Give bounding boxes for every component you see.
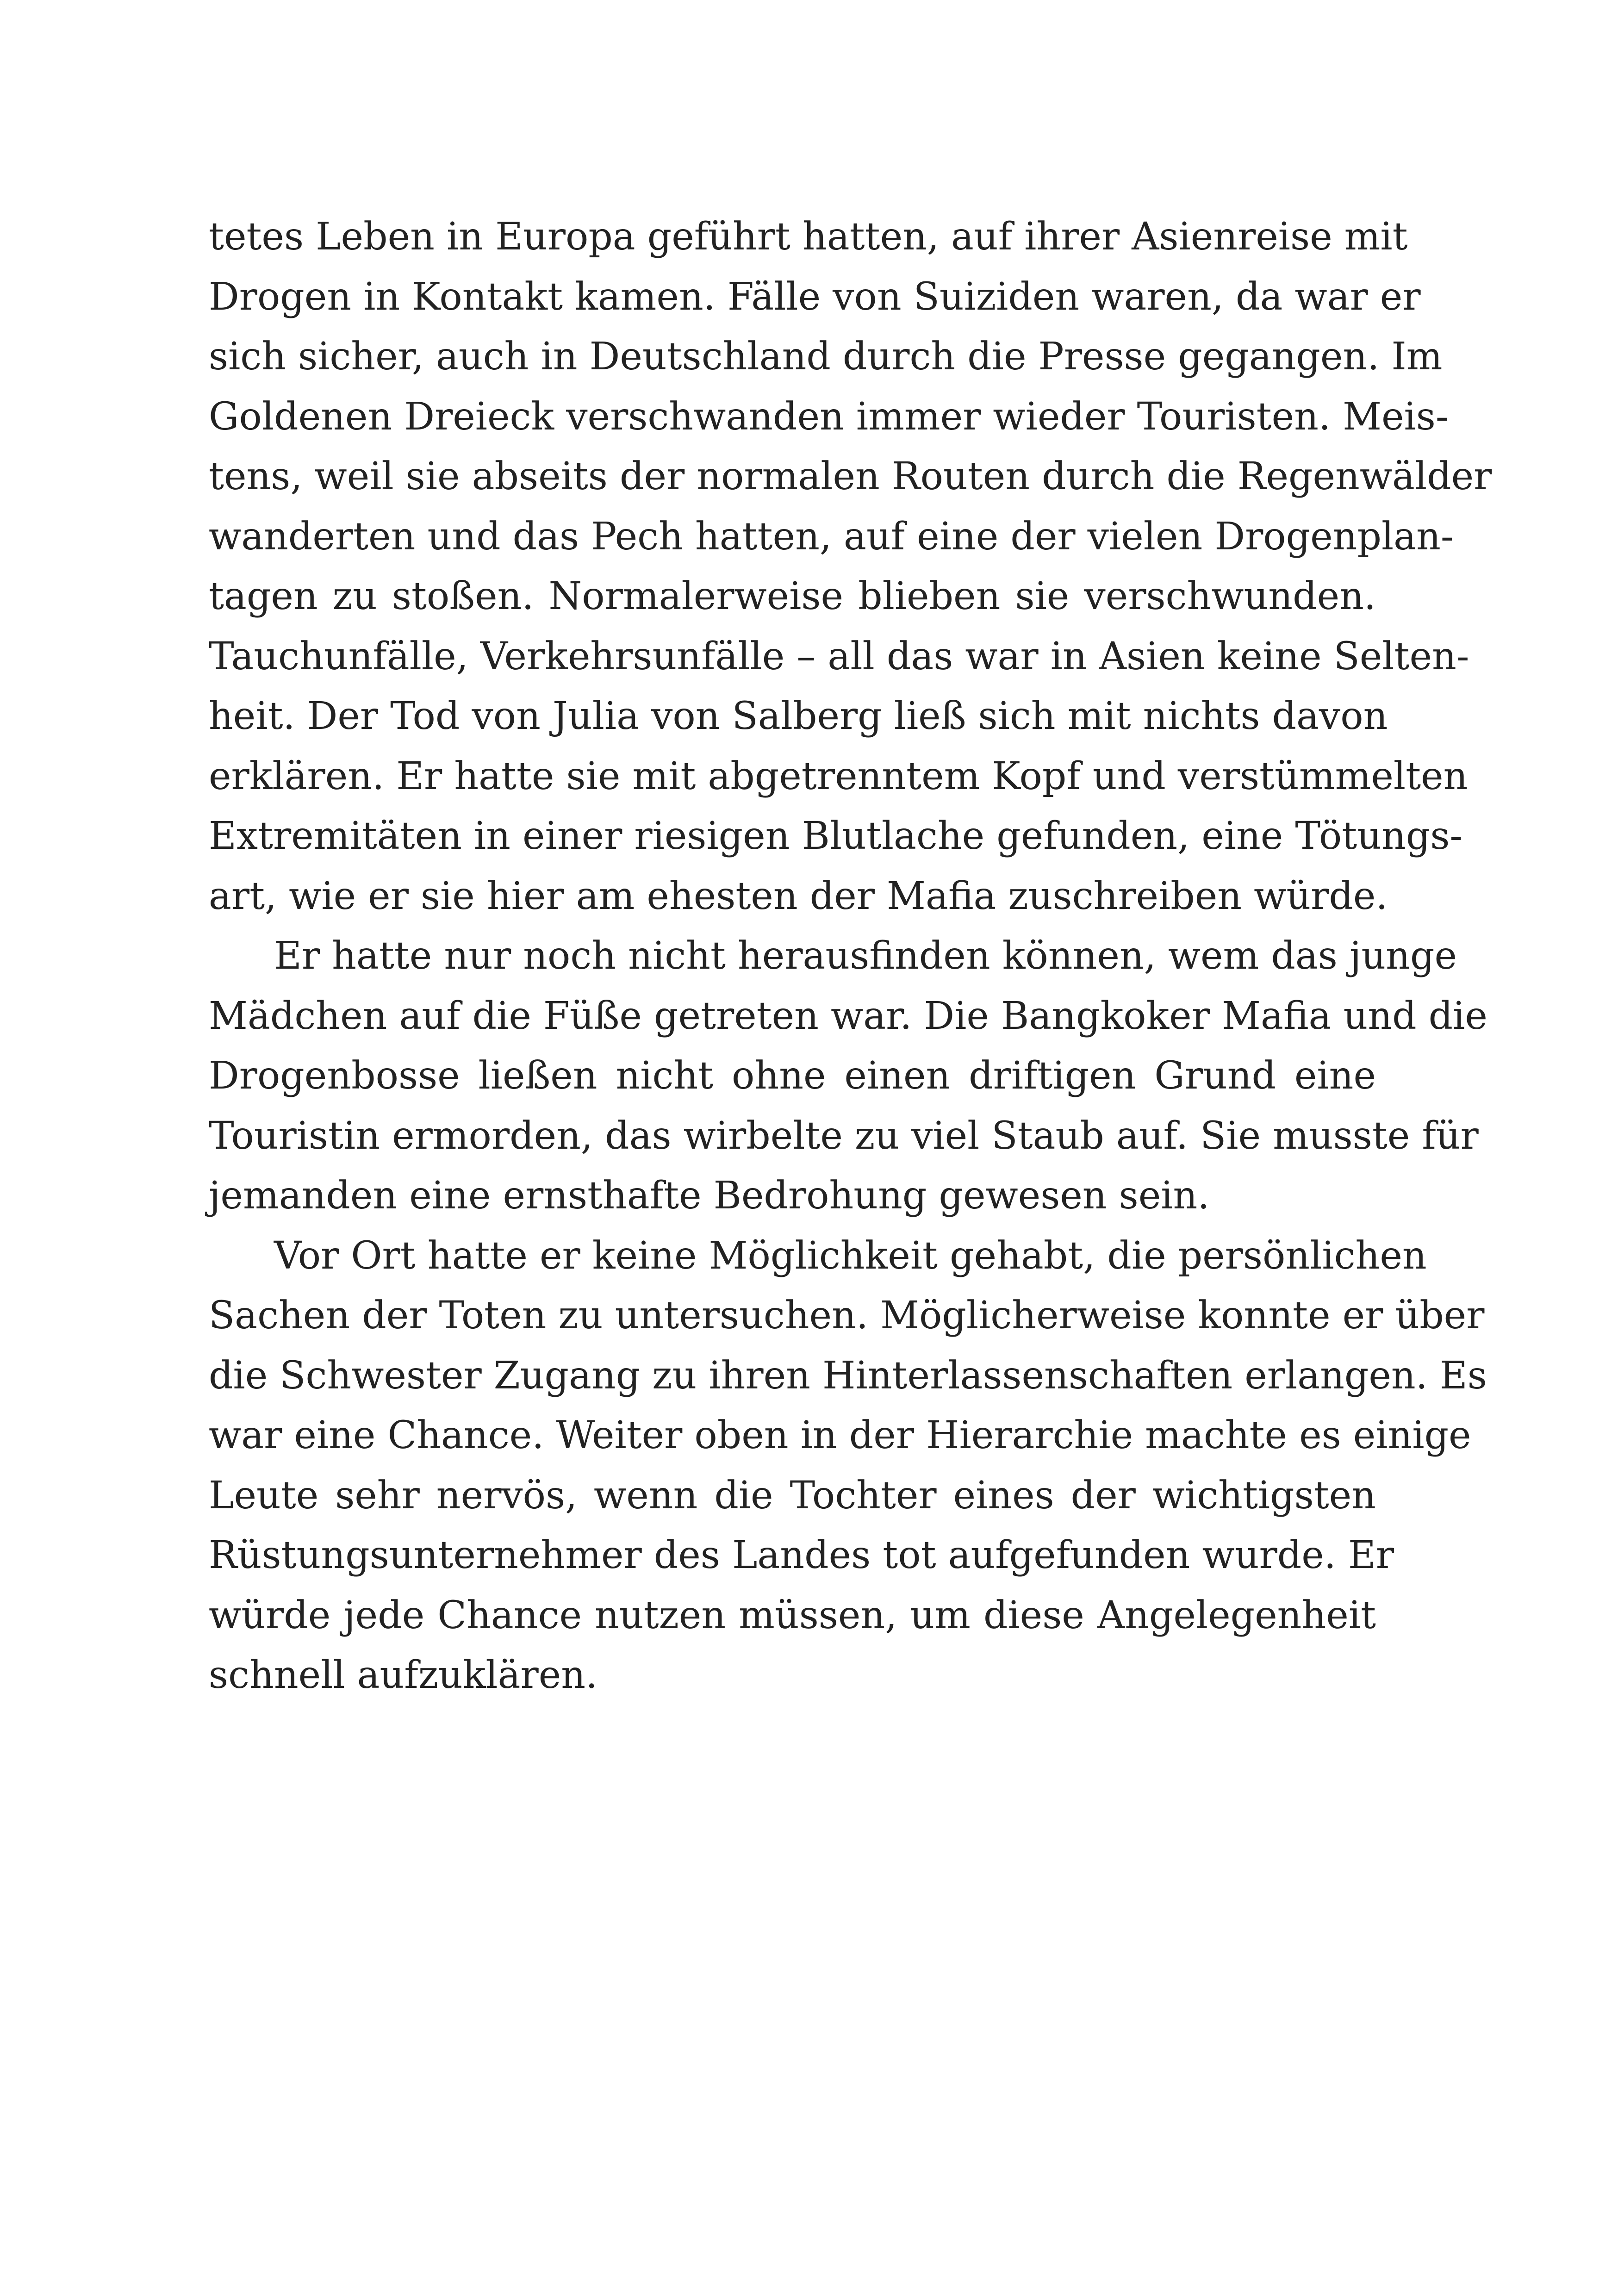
body-text (209, 207, 1492, 1705)
text-line: Mädchen auf die Füße getreten war. Die Bangkoker Mafia und die (209, 994, 1487, 1038)
text-line: schnell aufzuklären. (209, 1653, 598, 1697)
paragraph-3 (209, 1226, 1487, 1705)
text-line: die Schwester Zugang zu ihren Hinterlassenschaften erlangen. Es (209, 1353, 1487, 1398)
text-line: Drogenbosse ließen nicht ohne einen driftigen Grund eine (209, 1054, 1376, 1098)
text-line: sich sicher, auch in Deutschland durch die Presse gegangen. Im (209, 335, 1443, 379)
text-line: art, wie er sie hier am ehesten der Mafia zuschreiben würde. (209, 874, 1388, 918)
text-line: Tauchunfälle, Verkehrsunfälle – all das war in Asien keine Selten- (209, 634, 1469, 678)
text-line: tagen zu stoßen. Normalerweise blieben sie verschwunden. (209, 574, 1376, 618)
paragraph-1 (209, 207, 1492, 926)
text-line: Touristin ermorden, das wirbelte zu viel Staub auf. Sie musste für (209, 1114, 1479, 1158)
text-line: wanderten und das Pech hatten, auf eine der vielen Drogenplan- (209, 514, 1454, 559)
text-line: Sachen der Toten zu untersuchen. Möglicherweise konnte er über (209, 1294, 1485, 1338)
text-line: würde jede Chance nutzen müssen, um diese Angelegenheit (209, 1593, 1376, 1637)
text-line: Rüstungsunternehmer des Landes tot aufgefunden wurde. Er (209, 1533, 1394, 1577)
text-line: Goldenen Dreieck verschwanden immer wieder Touristen. Meis- (209, 394, 1449, 439)
text-line: tetes Leben in Europa geführt hatten, auf ihrer Asienreise mit (209, 215, 1408, 259)
text-line: Extremitäten in einer riesigen Blutlache gefunden, eine Tötungs- (209, 814, 1463, 858)
text-line: Drogen in Kontakt kamen. Fälle von Suiziden waren, da war er (209, 274, 1421, 319)
text-line: war eine Chance. Weiter oben in der Hierarchie machte es einige (209, 1413, 1471, 1457)
text-line: Er hatte nur noch nicht herausfinden können, wem das junge (274, 934, 1457, 978)
text-line: jemanden eine ernsthafte Bedrohung gewesen sein. (209, 1174, 1210, 1218)
text-line: tens, weil sie abseits der normalen Routen durch die Regenwälder (209, 454, 1492, 498)
paragraph-2 (209, 926, 1487, 1226)
text-line: Leute sehr nervös, wenn die Tochter eines der wichtigsten (209, 1473, 1376, 1518)
text-line: Vor Ort hatte er keine Möglichkeit gehabt, die persönlichen (274, 1233, 1427, 1278)
text-line: heit. Der Tod von Julia von Salberg ließ sich mit nichts davon (209, 694, 1388, 738)
text-line: erklären. Er hatte sie mit abgetrenntem Kopf und verstümmelten (209, 754, 1468, 798)
